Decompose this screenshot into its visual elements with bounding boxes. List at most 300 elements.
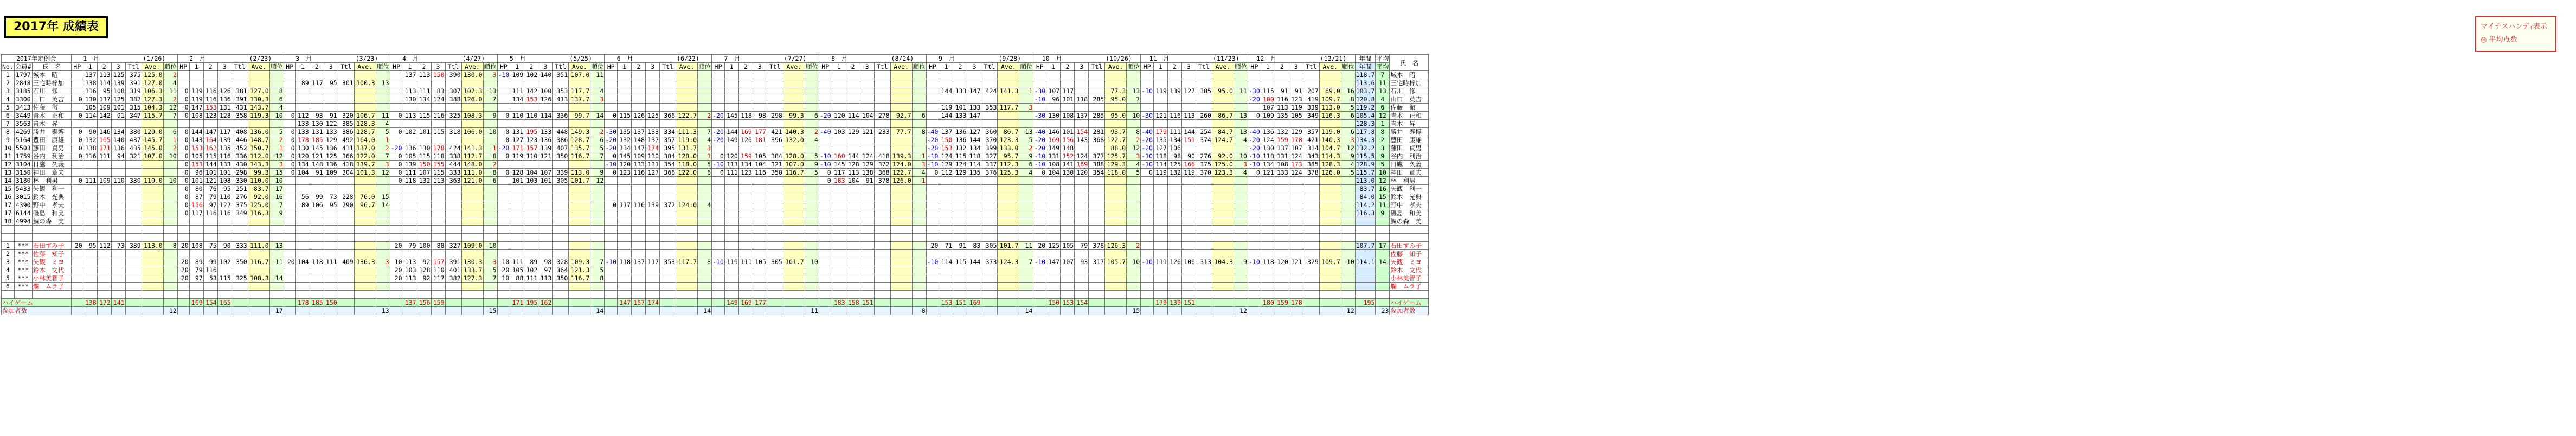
score-cell[interactable]: 139.3 — [890, 152, 912, 161]
score-cell[interactable]: 350 — [232, 258, 248, 266]
score-cell[interactable] — [1167, 177, 1181, 185]
score-cell[interactable]: 6 — [269, 95, 284, 104]
score-cell[interactable] — [953, 209, 967, 217]
score-cell[interactable] — [805, 104, 819, 112]
score-cell[interactable]: 112.7 — [461, 152, 483, 161]
score-cell[interactable]: 101.7 — [998, 242, 1019, 250]
score-cell[interactable] — [676, 274, 698, 283]
score-cell[interactable] — [1289, 266, 1303, 274]
score-cell[interactable] — [483, 136, 497, 144]
score-cell[interactable]: 318 — [445, 128, 461, 136]
score-cell[interactable] — [753, 193, 767, 201]
score-cell[interactable]: 125.0 — [1212, 161, 1234, 169]
score-cell[interactable]: 119 — [1153, 169, 1167, 177]
score-cell[interactable] — [310, 185, 324, 193]
score-cell[interactable]: 101 — [203, 169, 217, 177]
score-cell[interactable] — [767, 242, 783, 250]
score-cell[interactable] — [767, 217, 783, 226]
score-cell[interactable] — [1212, 120, 1234, 128]
score-cell[interactable] — [926, 95, 939, 104]
score-cell[interactable] — [1248, 120, 1261, 128]
score-cell[interactable] — [295, 177, 310, 185]
score-cell[interactable] — [83, 169, 97, 177]
score-cell[interactable] — [376, 242, 390, 250]
score-cell[interactable] — [1261, 266, 1275, 274]
score-cell[interactable] — [890, 242, 912, 250]
score-cell[interactable]: 131 — [1275, 152, 1289, 161]
score-cell[interactable] — [738, 144, 753, 152]
score-cell[interactable]: 101 — [217, 169, 232, 177]
score-cell[interactable]: -40 — [1141, 128, 1153, 136]
score-cell[interactable]: 353 — [553, 87, 569, 95]
score-cell[interactable]: 103 — [403, 266, 417, 274]
score-cell[interactable] — [1196, 120, 1212, 128]
score-cell[interactable]: 276 — [232, 193, 248, 201]
score-cell[interactable] — [1341, 177, 1355, 185]
score-cell[interactable]: 105 — [1061, 242, 1075, 250]
score-cell[interactable]: 435 — [125, 144, 142, 152]
score-cell[interactable] — [846, 274, 860, 283]
score-cell[interactable]: 164 — [203, 136, 217, 144]
score-cell[interactable] — [890, 87, 912, 95]
score-cell[interactable] — [1075, 193, 1089, 201]
score-cell[interactable] — [967, 274, 981, 283]
score-cell[interactable] — [1341, 242, 1355, 250]
score-cell[interactable] — [142, 120, 163, 128]
score-cell[interactable] — [510, 250, 524, 258]
score-cell[interactable]: 99.7 — [569, 112, 590, 120]
score-cell[interactable] — [1127, 217, 1141, 226]
score-cell[interactable]: 148 — [310, 161, 324, 169]
score-cell[interactable]: 104.3 — [142, 104, 163, 112]
score-cell[interactable]: 0 — [1033, 169, 1046, 177]
score-cell[interactable]: -10 — [819, 152, 831, 160]
score-cell[interactable] — [1303, 120, 1319, 128]
score-cell[interactable] — [1248, 201, 1261, 209]
score-cell[interactable] — [71, 217, 83, 226]
score-cell[interactable] — [632, 79, 646, 87]
score-cell[interactable]: 112 — [97, 242, 111, 250]
score-cell[interactable] — [712, 87, 725, 95]
score-cell[interactable] — [939, 217, 953, 226]
score-cell[interactable] — [1212, 274, 1234, 283]
score-cell[interactable]: 328 — [553, 258, 569, 266]
score-cell[interactable]: 117 — [832, 169, 846, 177]
score-cell[interactable]: 366 — [338, 152, 354, 161]
score-cell[interactable]: 127.0 — [248, 87, 269, 95]
score-cell[interactable] — [912, 217, 926, 226]
score-cell[interactable] — [998, 177, 1019, 185]
score-cell[interactable]: 110 — [524, 112, 538, 120]
score-cell[interactable]: 134 — [417, 95, 431, 104]
score-cell[interactable] — [324, 266, 338, 274]
score-cell[interactable] — [203, 217, 217, 226]
score-cell[interactable] — [510, 193, 524, 201]
score-cell[interactable] — [553, 283, 569, 291]
score-cell[interactable] — [1167, 217, 1181, 226]
score-cell[interactable]: 133 — [1275, 169, 1289, 177]
score-cell[interactable] — [753, 266, 767, 274]
score-cell[interactable]: 125.7 — [1105, 152, 1127, 161]
score-cell[interactable] — [497, 217, 510, 226]
score-cell[interactable] — [510, 161, 524, 169]
score-cell[interactable]: 118.0 — [1105, 169, 1127, 177]
score-cell[interactable]: 11 — [163, 87, 177, 95]
score-cell[interactable] — [890, 217, 912, 226]
score-cell[interactable] — [1212, 185, 1234, 193]
score-cell[interactable] — [1141, 185, 1154, 193]
score-cell[interactable]: 0 — [497, 152, 510, 161]
score-cell[interactable] — [783, 201, 805, 209]
score-cell[interactable] — [967, 185, 981, 193]
score-cell[interactable]: 133.7 — [461, 266, 483, 274]
score-cell[interactable] — [618, 266, 632, 274]
score-cell[interactable] — [926, 193, 939, 201]
score-cell[interactable]: 178 — [1289, 136, 1303, 144]
score-cell[interactable] — [431, 217, 445, 226]
score-cell[interactable] — [660, 283, 676, 291]
score-cell[interactable]: 144 — [846, 152, 860, 161]
score-cell[interactable] — [97, 258, 111, 266]
score-cell[interactable]: 128 — [846, 161, 860, 169]
score-cell[interactable] — [890, 258, 912, 266]
score-cell[interactable]: 290 — [338, 201, 354, 209]
score-cell[interactable]: 10 — [269, 112, 284, 120]
score-cell[interactable] — [712, 242, 725, 250]
score-cell[interactable] — [1319, 201, 1341, 209]
score-cell[interactable] — [1275, 79, 1289, 87]
score-cell[interactable] — [767, 209, 783, 217]
score-cell[interactable] — [618, 87, 632, 95]
score-cell[interactable] — [646, 185, 660, 193]
score-cell[interactable]: 305 — [981, 242, 998, 250]
score-cell[interactable] — [660, 177, 676, 185]
score-cell[interactable]: 121 — [1261, 169, 1275, 177]
score-cell[interactable] — [1167, 193, 1181, 201]
score-cell[interactable]: 136 — [111, 144, 125, 152]
score-cell[interactable] — [753, 209, 767, 217]
score-cell[interactable] — [461, 209, 483, 217]
score-cell[interactable]: 133 — [324, 128, 338, 136]
score-cell[interactable]: 353 — [660, 258, 676, 266]
score-cell[interactable] — [926, 177, 939, 185]
score-cell[interactable] — [142, 266, 163, 274]
score-cell[interactable]: 134 — [295, 161, 310, 169]
score-cell[interactable] — [1234, 266, 1248, 274]
score-cell[interactable] — [417, 250, 431, 258]
score-cell[interactable]: 121.0 — [461, 177, 483, 185]
score-cell[interactable] — [912, 136, 926, 144]
score-cell[interactable] — [1303, 177, 1319, 185]
score-cell[interactable]: 89 — [524, 258, 538, 266]
score-cell[interactable]: 113.0 — [569, 169, 590, 177]
score-cell[interactable]: 120 — [1275, 258, 1289, 266]
score-cell[interactable] — [738, 177, 753, 185]
score-cell[interactable]: 12 — [590, 177, 605, 185]
score-cell[interactable] — [1234, 201, 1248, 209]
score-cell[interactable] — [553, 161, 569, 169]
score-cell[interactable] — [805, 193, 819, 201]
score-cell[interactable]: 140.3 — [783, 128, 805, 136]
score-cell[interactable] — [1275, 242, 1289, 250]
score-cell[interactable] — [390, 185, 403, 193]
score-cell[interactable]: 129 — [1289, 128, 1303, 136]
score-cell[interactable]: 137 — [403, 71, 417, 79]
score-cell[interactable] — [712, 201, 725, 209]
score-cell[interactable] — [203, 79, 217, 87]
score-cell[interactable]: 396 — [767, 136, 783, 144]
score-cell[interactable]: 99 — [203, 258, 217, 266]
score-cell[interactable]: 141 — [1061, 161, 1075, 169]
score-cell[interactable] — [497, 201, 510, 209]
score-cell[interactable] — [767, 274, 783, 283]
score-cell[interactable] — [510, 242, 524, 250]
score-cell[interactable] — [874, 104, 890, 112]
score-cell[interactable]: 139.7 — [354, 161, 376, 169]
score-cell[interactable] — [939, 185, 953, 193]
score-cell[interactable] — [738, 250, 753, 258]
score-cell[interactable] — [646, 193, 660, 201]
score-cell[interactable] — [1019, 120, 1033, 128]
score-cell[interactable]: 113 — [403, 258, 417, 266]
score-cell[interactable] — [1234, 144, 1248, 152]
score-cell[interactable] — [926, 217, 939, 226]
score-cell[interactable] — [738, 201, 753, 209]
score-cell[interactable]: 125 — [1046, 242, 1061, 250]
score-cell[interactable] — [1089, 71, 1105, 79]
score-cell[interactable] — [417, 79, 431, 87]
score-cell[interactable] — [569, 193, 590, 201]
score-cell[interactable]: 116 — [203, 266, 217, 274]
score-cell[interactable] — [1196, 250, 1212, 258]
score-cell[interactable]: 137 — [83, 71, 97, 79]
score-cell[interactable] — [712, 209, 725, 217]
score-cell[interactable] — [1061, 193, 1075, 201]
score-cell[interactable] — [819, 193, 832, 201]
score-cell[interactable]: 143.7 — [248, 104, 269, 112]
score-cell[interactable]: 128.3 — [354, 120, 376, 128]
score-cell[interactable]: 20 — [71, 242, 83, 250]
score-cell[interactable] — [1141, 193, 1154, 201]
score-cell[interactable] — [1153, 95, 1167, 104]
score-cell[interactable] — [376, 71, 390, 79]
score-cell[interactable] — [390, 104, 403, 112]
score-cell[interactable]: 11 — [376, 112, 390, 120]
score-cell[interactable] — [819, 95, 832, 104]
score-cell[interactable] — [1061, 185, 1075, 193]
score-cell[interactable] — [1212, 209, 1234, 217]
score-cell[interactable]: -40 — [1034, 128, 1046, 136]
score-cell[interactable] — [632, 266, 646, 274]
score-cell[interactable] — [698, 193, 712, 201]
score-cell[interactable] — [632, 177, 646, 185]
score-cell[interactable]: 378 — [874, 177, 890, 185]
score-cell[interactable]: 141.3 — [998, 87, 1019, 95]
score-cell[interactable]: 88 — [510, 274, 524, 283]
score-cell[interactable]: 2 — [805, 128, 819, 136]
score-cell[interactable]: 3 — [269, 161, 284, 169]
score-cell[interactable]: 116 — [753, 169, 767, 177]
score-cell[interactable]: 372 — [660, 201, 676, 209]
score-cell[interactable] — [753, 201, 767, 209]
score-cell[interactable] — [324, 71, 338, 79]
score-cell[interactable]: 104.7 — [1319, 144, 1341, 152]
score-cell[interactable] — [618, 242, 632, 250]
score-cell[interactable]: 109 — [97, 104, 111, 112]
score-cell[interactable]: -20 — [1141, 144, 1153, 152]
score-cell[interactable]: 350 — [553, 274, 569, 283]
score-cell[interactable] — [338, 266, 354, 274]
score-cell[interactable]: 381 — [232, 87, 248, 95]
score-cell[interactable]: 20 — [390, 274, 403, 283]
score-cell[interactable]: 125 — [1167, 161, 1181, 169]
score-cell[interactable]: -10 — [1141, 258, 1153, 266]
score-cell[interactable] — [1234, 104, 1248, 112]
score-cell[interactable] — [1212, 250, 1234, 258]
score-cell[interactable]: 147 — [632, 144, 646, 152]
score-cell[interactable] — [953, 177, 967, 185]
score-cell[interactable] — [538, 242, 553, 250]
score-cell[interactable]: 119 — [510, 152, 524, 161]
score-cell[interactable]: 4 — [1127, 161, 1141, 169]
score-cell[interactable] — [1075, 87, 1089, 95]
score-cell[interactable] — [203, 250, 217, 258]
score-cell[interactable] — [767, 250, 783, 258]
score-cell[interactable] — [698, 177, 712, 185]
score-cell[interactable]: 124 — [1261, 136, 1275, 144]
score-cell[interactable]: 0 — [605, 169, 618, 177]
score-cell[interactable]: 382 — [445, 274, 461, 283]
score-cell[interactable]: 148 — [632, 136, 646, 144]
score-cell[interactable] — [676, 209, 698, 217]
score-cell[interactable] — [767, 201, 783, 209]
score-cell[interactable] — [284, 104, 295, 112]
score-cell[interactable]: 127.3 — [142, 95, 163, 104]
table-row[interactable] — [2, 169, 1429, 177]
score-cell[interactable] — [912, 144, 926, 152]
score-cell[interactable]: 132.0 — [783, 136, 805, 144]
score-cell[interactable]: 107 — [417, 169, 431, 177]
score-cell[interactable]: 411 — [338, 144, 354, 152]
score-cell[interactable] — [248, 71, 269, 79]
score-cell[interactable] — [163, 161, 177, 169]
table-row[interactable] — [2, 274, 1429, 283]
score-cell[interactable] — [1234, 217, 1248, 226]
score-cell[interactable] — [163, 258, 177, 266]
score-cell[interactable]: 1 — [163, 136, 177, 144]
score-cell[interactable] — [483, 104, 497, 112]
score-cell[interactable]: 391 — [445, 258, 461, 266]
score-cell[interactable] — [431, 120, 445, 128]
score-cell[interactable]: -10 — [1141, 161, 1153, 168]
score-cell[interactable] — [483, 209, 497, 217]
score-cell[interactable]: 8 — [483, 169, 497, 177]
score-cell[interactable] — [310, 274, 324, 283]
score-cell[interactable] — [445, 185, 461, 193]
score-cell[interactable] — [553, 209, 569, 217]
score-cell[interactable] — [1089, 193, 1105, 201]
score-cell[interactable]: 114 — [538, 112, 553, 120]
score-cell[interactable] — [284, 250, 295, 258]
score-cell[interactable] — [390, 201, 403, 209]
score-cell[interactable]: 6 — [912, 112, 926, 120]
score-cell[interactable] — [1261, 201, 1275, 209]
score-cell[interactable]: 134 — [618, 144, 632, 152]
score-cell[interactable]: 113.0 — [142, 242, 163, 250]
score-cell[interactable] — [1261, 185, 1275, 193]
score-cell[interactable]: 0 — [390, 152, 403, 161]
score-cell[interactable]: 137.0 — [354, 144, 376, 152]
score-cell[interactable] — [1153, 177, 1167, 185]
score-cell[interactable]: 136.3 — [354, 258, 376, 266]
score-cell[interactable] — [1033, 250, 1046, 258]
score-cell[interactable]: 105 — [403, 152, 417, 161]
score-cell[interactable] — [738, 266, 753, 274]
score-cell[interactable]: 113 — [97, 71, 111, 79]
score-cell[interactable] — [1289, 193, 1303, 201]
score-cell[interactable] — [805, 95, 819, 104]
score-cell[interactable] — [767, 104, 783, 112]
score-cell[interactable] — [676, 242, 698, 250]
score-cell[interactable] — [284, 185, 295, 193]
score-cell[interactable] — [912, 79, 926, 87]
score-cell[interactable] — [926, 79, 939, 87]
score-cell[interactable]: -10 — [605, 258, 617, 266]
score-cell[interactable] — [738, 104, 753, 112]
score-cell[interactable] — [1234, 71, 1248, 79]
score-cell[interactable]: 132 — [953, 144, 967, 152]
score-cell[interactable] — [553, 250, 569, 258]
score-cell[interactable] — [860, 136, 874, 144]
score-cell[interactable]: 131 — [1046, 152, 1061, 161]
table-row[interactable] — [2, 144, 1429, 152]
score-cell[interactable] — [724, 274, 738, 283]
score-cell[interactable]: 127 — [1181, 87, 1196, 95]
score-cell[interactable]: 113 — [1275, 104, 1289, 112]
score-cell[interactable]: 144 — [189, 128, 203, 136]
score-cell[interactable] — [819, 266, 832, 274]
score-cell[interactable]: 0 — [390, 177, 403, 185]
score-cell[interactable] — [524, 79, 538, 87]
score-cell[interactable] — [569, 242, 590, 250]
score-cell[interactable] — [310, 217, 324, 226]
score-cell[interactable] — [1248, 217, 1261, 226]
score-cell[interactable]: 178 — [431, 144, 445, 152]
score-cell[interactable] — [783, 144, 805, 152]
score-cell[interactable] — [724, 95, 738, 104]
score-cell[interactable] — [497, 209, 510, 217]
score-cell[interactable] — [483, 79, 497, 87]
score-cell[interactable] — [860, 104, 874, 112]
score-cell[interactable] — [846, 87, 860, 95]
score-cell[interactable]: 0 — [605, 112, 618, 120]
score-cell[interactable] — [590, 161, 605, 169]
score-cell[interactable]: 110 — [524, 152, 538, 161]
score-cell[interactable]: 0 — [177, 209, 189, 217]
score-cell[interactable] — [981, 266, 998, 274]
score-cell[interactable] — [417, 120, 431, 128]
score-cell[interactable] — [295, 87, 310, 95]
score-cell[interactable] — [1019, 209, 1033, 217]
score-cell[interactable] — [605, 250, 618, 258]
score-cell[interactable] — [1089, 177, 1105, 185]
score-cell[interactable]: 99 — [310, 193, 324, 201]
score-cell[interactable] — [890, 209, 912, 217]
score-cell[interactable] — [1196, 274, 1212, 283]
score-cell[interactable]: 5 — [1019, 136, 1033, 144]
score-cell[interactable]: 0 — [177, 169, 189, 177]
score-cell[interactable] — [1061, 266, 1075, 274]
